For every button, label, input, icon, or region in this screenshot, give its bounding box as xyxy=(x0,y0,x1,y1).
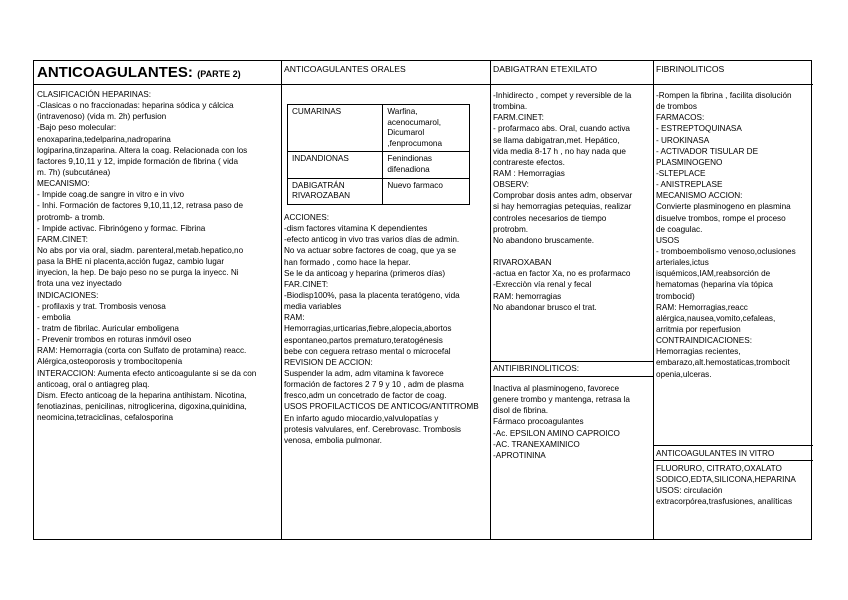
text-line: protesis valvulares, enf. Cerebrovasc. Trombosis xyxy=(284,424,462,434)
text-line: contrareste efectos. xyxy=(493,157,565,167)
text-line: Hemorragias recientes, xyxy=(656,347,741,357)
cell-line: Fenindionas xyxy=(387,154,432,164)
text-line: -Ac. EPSILON AMINO CAPROICO xyxy=(493,428,620,438)
text-line: No abs por via oral, siadm. parenteral,metab.hepatico,no xyxy=(37,245,244,255)
cell-line: ,fenprocumona xyxy=(387,138,442,148)
text-line: trombina. xyxy=(493,102,528,112)
text-line: alérgica,nausea,vomito,cefaleas, xyxy=(656,313,776,323)
text-line: Convierte plasminogeno en plasmina xyxy=(656,202,791,212)
cell-line: INDANDIONAS xyxy=(292,154,349,164)
text-line: -APROTININA xyxy=(493,450,546,460)
text-line: OBSERV: xyxy=(493,180,529,190)
text-line: No va actuar sobre factores de coag, que ya se xyxy=(284,246,457,256)
text-line: FARM.CINET: xyxy=(37,234,88,244)
text-line: ACCIONES: xyxy=(284,213,330,222)
text-line: - profilaxis y trat. Trombosis venosa xyxy=(37,301,166,311)
text-line: INDICACIONES: xyxy=(37,290,99,300)
text-line: -SLTEPLACE xyxy=(656,168,706,178)
header-divider xyxy=(34,84,813,85)
text-line: Fármaco procoagulantes xyxy=(493,417,584,427)
text-line: CLASIFICACIÓN HEPARINAS: xyxy=(37,90,152,99)
section-divider xyxy=(653,445,813,446)
text-line: No abandono bruscamente. xyxy=(493,235,595,245)
text-line: anticoag, oral o antiagreg plaq. xyxy=(37,379,150,389)
text-line: logiparina,tinzaparina. Altera la coag. Relacionada con los xyxy=(37,145,248,155)
text-line: - profarmaco abs. Oral, cuando activa xyxy=(493,124,630,134)
cell-line: Dicumarol xyxy=(387,128,425,138)
text-line: Comprobar dosis antes adm, observar xyxy=(493,191,633,201)
text-line: -AC. TRANEXAMINICO xyxy=(493,439,580,449)
column-divider xyxy=(490,61,491,539)
text-line: Hemorragias,urticarias,fiebre,alopecia,abortos xyxy=(284,324,452,334)
text-line: Suspender la adm, adm vitamina k favorece xyxy=(284,368,444,378)
drug-list-cell xyxy=(383,105,470,152)
text-line xyxy=(493,246,632,257)
text-line: vida media 8-17 h , no hay nada que xyxy=(493,146,626,156)
text-line: (intravenoso) (vida m. 2h) perfusion xyxy=(37,112,167,122)
cell-line: difenadiona xyxy=(387,164,430,174)
section-divider xyxy=(490,361,653,362)
text-line: USOS: circulación xyxy=(656,486,723,496)
table-row xyxy=(288,178,470,204)
text-line: FLUORURO, CITRATO,OXALATO xyxy=(656,464,782,473)
text-line: neomicina,tetraciclinas, cefalosporina xyxy=(37,413,174,423)
text-line: -Clasicas o no fraccionadas: heparina sódica y cálcica xyxy=(37,101,234,111)
text-line: -efecto anticog in vivo tras varios días de admin. xyxy=(284,235,460,245)
text-line: arteriales,ictus xyxy=(656,258,709,268)
text-line: openia,ulceras. xyxy=(656,369,712,379)
text-line: RAM: Hemorragia (corta con Sulfato de protamina) reacc. xyxy=(37,346,247,356)
text-line: frota una vez inyectado xyxy=(37,279,122,289)
table-row xyxy=(288,105,470,152)
col3-title: DABIGATRAN ETEXILATO xyxy=(493,64,598,74)
text-line: embarazo,alt.hemostaticas,trombocit xyxy=(656,358,790,368)
text-line: En infarto agudo miocardio,valvulopatías y xyxy=(284,413,439,423)
text-line: INTERACCION: Aumenta efecto anticoagulante si se da con xyxy=(37,368,257,378)
text-line: - Prevenir trombos en roturas inmóvil oseo xyxy=(37,335,192,345)
text-line: RIVAROXABAN xyxy=(493,258,552,268)
text-line: RAM : Hemorragias xyxy=(493,168,565,178)
text-line: formación de factores 2 7 9 y 10 , adm de plasma xyxy=(284,380,464,390)
text-line: de trombos xyxy=(656,102,697,112)
cell-line: Nuevo farmaco xyxy=(387,180,443,190)
text-line: - tratm de fibrilac. Auricular emboligena xyxy=(37,323,179,333)
text-line: fenotiazinas, penicilinas, nitroglicerina, digoxina,quinidina, xyxy=(37,401,247,411)
text-line: - Inhi. Formación de factores 9,10,11,12, retrasa paso de xyxy=(37,201,244,211)
col2-title: ANTICOAGULANTES ORALES xyxy=(284,64,406,74)
text-line: de coagulac. xyxy=(656,224,703,234)
text-line: RAM: hemorragias xyxy=(493,291,562,301)
text-line: m. 7h) (subcutánea) xyxy=(37,167,111,177)
section-divider xyxy=(490,376,653,377)
col1-body xyxy=(37,89,256,423)
text-line: -Biodisp100%, pasa la placenta teratógeno, vida xyxy=(284,290,460,300)
text-line: protrobm. xyxy=(493,224,529,234)
section-divider xyxy=(653,460,813,461)
text-line: No abandonar brusco el trat. xyxy=(493,302,597,312)
text-line: bebe con ceguera retraso mental o microcefal xyxy=(284,346,451,356)
text-line: controles necesarios de tiempo xyxy=(493,213,607,223)
col1-title: ANTICOAGULANTES: xyxy=(37,64,193,81)
text-line: se llama dabigatran,met. Hepático, xyxy=(493,135,620,145)
text-line: arritmia por reperfusion xyxy=(656,324,741,334)
table-row xyxy=(288,152,470,178)
text-line: -Exrecciòn vía renal y fecal xyxy=(493,280,592,290)
text-line: media variables xyxy=(284,302,342,312)
text-line: protromb- a tromb. xyxy=(37,212,105,222)
text-line: USOS PROFILACTICOS DE ANTICOG/ANTITROMB xyxy=(284,402,479,412)
text-line: Inactiva al plasminogeno, favorece xyxy=(493,384,620,393)
text-line: -Rompen la fibrina , facilita disolución xyxy=(656,91,792,100)
text-line: hematomas (heparina vía tópica xyxy=(656,280,773,290)
column-divider xyxy=(281,61,282,539)
col4-body xyxy=(656,90,796,380)
text-line: inyecion, la hep. De bajo peso no se purga la inyecc. Ni xyxy=(37,268,239,278)
text-line: -Bajo peso molecular: xyxy=(37,123,117,133)
text-line: -Inhidirecto , compet y reversible de la xyxy=(493,91,632,100)
col4-subtitle: ANTICOAGULANTES IN VITRO xyxy=(656,449,775,458)
text-line: disuelve trombos, rompe el proceso xyxy=(656,213,786,223)
drug-class-table xyxy=(287,104,470,205)
drug-list-cell xyxy=(383,178,470,204)
text-line: han formado , como hace la hepar. xyxy=(284,257,411,267)
cell-line: DABIGATRÁN xyxy=(292,180,345,190)
cell-line: RIVAROZABAN xyxy=(292,191,351,201)
text-line: - Impide coag.de sangre in vitro e in vivo xyxy=(37,190,184,200)
text-line: genere trombo y mantenga, retrasa la xyxy=(493,395,630,405)
text-line: disol de fibrina. xyxy=(493,406,549,416)
text-line: - Impide activac. Fibrinógeno y formac. Fibrina xyxy=(37,223,206,233)
col3-subtitle: ANTIFIBRINOLITICOS: xyxy=(493,364,579,373)
col4-title: FIBRINOLITICOS xyxy=(656,64,725,74)
text-line: si hay hemorragias petequias, realizar xyxy=(493,202,632,212)
col3-body xyxy=(493,90,632,313)
text-line: - ACTIVADOR TISULAR DE xyxy=(656,146,759,156)
text-line: trombocid) xyxy=(656,291,695,301)
drug-class-cell xyxy=(288,152,383,178)
text-line: USOS xyxy=(656,235,680,245)
text-line: espontaneo,partos prematuro,teratogénesis xyxy=(284,335,443,345)
text-line: - ESTREPTOQUINASA xyxy=(656,124,742,134)
text-line: FARM.CINET: xyxy=(493,113,544,123)
col2-body xyxy=(284,212,479,446)
text-line: FARMACOS: xyxy=(656,113,705,123)
text-line: SODICO,EDTA,SILICONA,HEPARINA xyxy=(656,475,796,485)
text-line: -actua en factor Xa, no es profarmaco xyxy=(493,269,631,279)
text-line: PLASMINOGENO xyxy=(656,157,723,167)
text-line: isquémicos,IAM,reabsorción de xyxy=(656,269,771,279)
col3-body2 xyxy=(493,383,630,461)
text-line: pasa la BHE ni placenta,acción fugaz, cambio lugar xyxy=(37,257,225,267)
text-line: REVISION DE ACCION: xyxy=(284,357,373,367)
text-line: - UROKINASA xyxy=(656,135,710,145)
text-line: FAR.CINET: xyxy=(284,279,329,289)
text-line: RAM: Hemorragias,reacc xyxy=(656,302,748,312)
col1-header xyxy=(37,64,241,82)
text-line: RAM: xyxy=(284,313,305,323)
text-line: - ANISTREPLASE xyxy=(656,180,723,190)
text-line: Se le da anticoag y heparina (primeros días) xyxy=(284,268,446,278)
cell-line: acenocumarol, xyxy=(387,117,442,127)
text-line: Dism. Efecto anticoag de la heparina antihistam. Nicotina, xyxy=(37,390,247,400)
text-line: MECANISMO: xyxy=(37,179,90,189)
text-line: venosa, embolia pulmonar. xyxy=(284,435,382,445)
text-line: Alérgica,osteoporosis y trombocitopenia xyxy=(37,357,183,367)
text-line: enoxaparina,tedelparina,nadroparina xyxy=(37,134,171,144)
notes-table xyxy=(33,60,812,540)
drug-class-cell xyxy=(288,105,383,152)
col4-body2 xyxy=(656,463,796,508)
text-line: - embolia xyxy=(37,312,71,322)
text-line: - tromboembolismo venoso,oclusiones xyxy=(656,246,796,256)
text-line: fresco,adm un concetrado de factor de coag. xyxy=(284,391,447,401)
text-line: CONTRAINDICACIONES: xyxy=(656,336,752,346)
cell-line: CUMARINAS xyxy=(292,107,342,116)
column-divider xyxy=(653,61,654,539)
drug-list-cell xyxy=(383,152,470,178)
col1-subtitle: (PARTE 2) xyxy=(197,69,241,79)
text-line: MECANISMO ACCION: xyxy=(656,191,743,201)
text-line: -dism factores vitamina K dependientes xyxy=(284,224,428,234)
text-line: factores 9,10,11 y 12, impide formación de fibrina ( vida xyxy=(37,156,239,166)
text-line: extracorpórea,trasfusiones, analíticas xyxy=(656,497,793,507)
drug-class-cell xyxy=(288,178,383,204)
cell-line: Warfina, xyxy=(387,107,418,116)
